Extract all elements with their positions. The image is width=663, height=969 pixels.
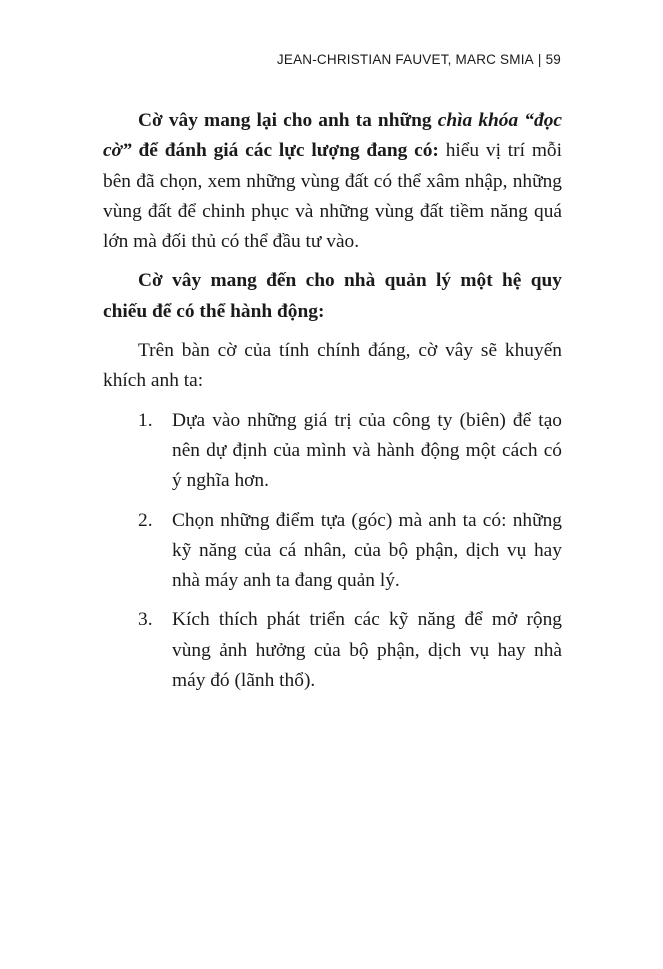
paragraph-go-keys <box>103 106 562 257</box>
running-header <box>277 52 561 67</box>
paragraph-go-keys-bold-intro: Cờ vây mang lại cho anh ta những <box>138 110 438 131</box>
list-item <box>103 506 562 597</box>
paragraph-legitimacy-text: Trên bàn cờ của tính chính đáng, cờ vây sẽ khuyến khích anh ta: <box>103 340 562 392</box>
paragraph-go-keys-rest: hiểu vị trí mỗi bên đã chọn, xem những vùng đất có thể xâm nhập, những vùng đất để chinh phục và những vùng đất tiềm năng quá lớn mà đối thủ có thể đầu tư vào. <box>103 140 562 253</box>
numbered-list <box>103 406 562 697</box>
header-authors: JEAN-CHRISTIAN FAUVET, MARC SMIA <box>276 52 534 67</box>
list-item-number: 1. <box>138 409 153 431</box>
list-item-text: Dựa vào những giá trị của công ty (biên) để tạo nên dự định của mình và hành động một cách có ý nghĩa hơn. <box>172 409 562 492</box>
paragraph-legitimacy <box>103 336 562 397</box>
header-separator: | <box>537 52 542 67</box>
header-page-number: 59 <box>545 52 561 67</box>
list-item <box>103 605 562 696</box>
page-body <box>103 106 562 705</box>
paragraph-reference-frame-bold: Cờ vây mang đến cho nhà quản lý một hệ quy chiếu để có thể hành động: <box>103 270 562 322</box>
paragraph-reference-frame <box>103 266 562 327</box>
paragraph-go-keys-bold-italic: chìa khóa “đọc cờ” <box>103 110 562 162</box>
list-item-number: 3. <box>138 609 153 631</box>
list-item-text: Chọn những điểm tựa (góc) mà anh ta có: những kỹ năng của cá nhân, của bộ phận, dịch vụ hay nhà máy anh ta đang quản lý. <box>172 509 562 592</box>
list-item <box>103 406 562 497</box>
paragraph-go-keys-bold-mid: để đánh giá các lực lượng đang có: <box>131 140 439 162</box>
list-item-number: 2. <box>138 509 153 531</box>
list-item-text: Kích thích phát triển các kỹ năng để mở rộng vùng ảnh hưởng của bộ phận, dịch vụ hay nhà máy đó (lãnh thổ). <box>172 609 562 692</box>
